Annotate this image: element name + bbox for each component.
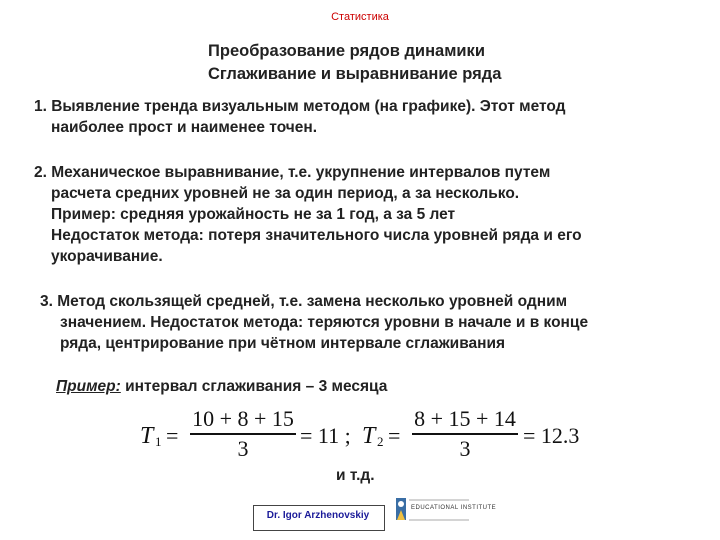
t1-denominator: 3 xyxy=(237,436,249,461)
t2-result: = 12.3 xyxy=(523,423,580,448)
example-text: интервал сглаживания – 3 месяца xyxy=(120,378,388,395)
t2-fraction-bar xyxy=(412,433,518,435)
t2-subscript: 2 xyxy=(377,434,384,449)
point-2-line: расчета средних уровней не за один период, а за несколько. xyxy=(51,185,520,202)
point-2 xyxy=(34,162,582,267)
t1-equals: = xyxy=(166,423,179,448)
t2-denominator: 3 xyxy=(459,436,471,461)
etc-text: и т.д. xyxy=(336,467,375,484)
slide-header: Статистика xyxy=(331,11,389,23)
t1-numerator: 10 + 8 + 15 xyxy=(192,406,294,431)
point-3-line: значением. Недостаток метода: теряются уровни в начале и в конце xyxy=(60,314,589,331)
t1-symbol: T xyxy=(140,423,154,449)
t1-fraction-bar xyxy=(190,433,296,435)
title-line-1: Преобразование рядов динамики xyxy=(208,42,485,60)
logo-text: EDUCATIONAL INSTITUTE xyxy=(411,505,497,511)
point-2-line: 2. Механическое выравнивание, т.е. укрупнение интервалов путем xyxy=(34,164,551,181)
point-3-line: ряда, центрирование при чётном интервале сглаживания xyxy=(60,335,506,352)
t1-result: = 11 ; xyxy=(300,423,351,448)
point-2-line: Недостаток метода: потеря значительного числа уровней ряда и его xyxy=(51,227,582,244)
point-1-line: 1. Выявление тренда визуальным методом (на графике). Этот метод xyxy=(34,98,566,115)
t2-equals: = xyxy=(388,423,401,448)
example-line xyxy=(56,376,387,397)
example-label: Пример: xyxy=(56,378,121,395)
point-1 xyxy=(34,96,566,138)
point-2-line: Пример: средняя урожайность не за 1 год, а за 5 лет xyxy=(51,206,456,223)
institute-logo xyxy=(395,496,497,524)
t2-numerator: 8 + 15 + 14 xyxy=(414,406,516,431)
point-3 xyxy=(40,291,588,354)
point-3-line: 3. Метод скользящей средней, т.е. замена несколько уровней одним xyxy=(40,293,568,310)
t2-symbol: T xyxy=(362,423,376,449)
point-2-line: укорачивание. xyxy=(51,248,163,265)
t1-subscript: 1 xyxy=(155,434,162,449)
footer-author: Dr. Igor Arzhenovskiy xyxy=(266,510,370,521)
title-line-2: Сглаживание и выравнивание ряда xyxy=(208,65,502,83)
point-1-line: наиболее прост и наименее точен. xyxy=(51,119,318,136)
